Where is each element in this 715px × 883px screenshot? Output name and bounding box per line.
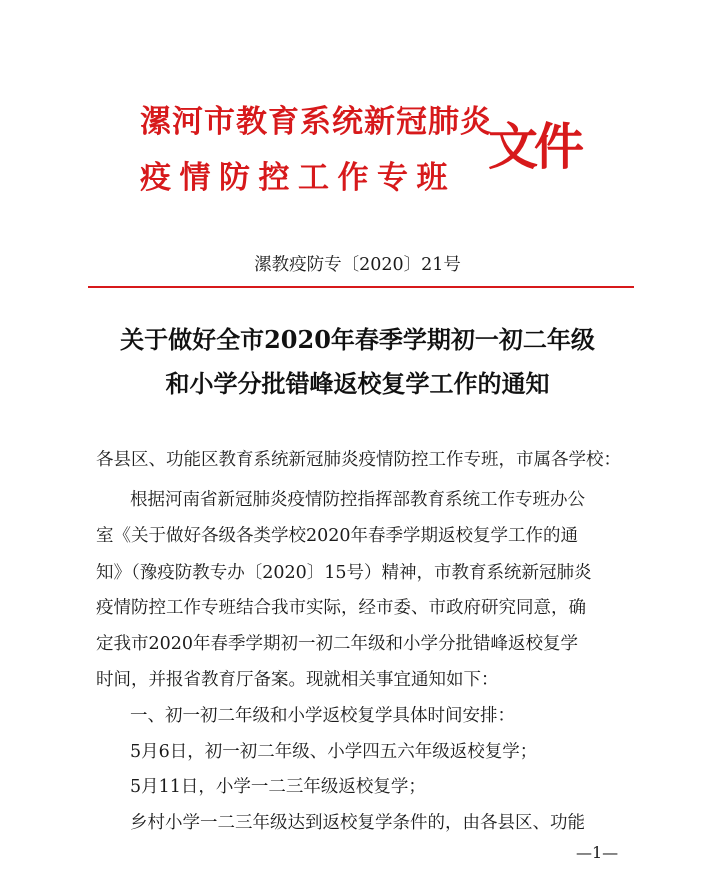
body-line: 室《关于做好各级各类学校2020年春季学期返校复学工作的通 bbox=[96, 526, 579, 546]
body-line: 根据河南省新冠肺炎疫情防控指挥部教育系统工作专班办公 bbox=[130, 490, 585, 510]
body-line: 知》（豫疫防教专办〔2020〕15号）精神，市教育系统新冠肺炎 bbox=[96, 563, 592, 583]
document-number: 漯教疫防专〔2020〕21号 bbox=[254, 255, 461, 275]
red-header-line-2: 疫情防控工作专班 bbox=[140, 160, 456, 196]
notice-title-line-1: 关于做好全市2020年春季学期初一初二年级 bbox=[120, 325, 595, 354]
red-header-wenjian: 文件 bbox=[488, 117, 580, 176]
body-line: 5月6日，初一初二年级、小学四五六年级返校复学； bbox=[130, 742, 538, 762]
body-line: 疫情防控工作专班结合我市实际，经市委、市政府研究同意，确 bbox=[96, 598, 586, 618]
body-line: 时间，并报省教育厅备案。现就相关事宜通知如下： bbox=[96, 670, 499, 690]
body-line: 乡村小学一二三年级达到返校复学条件的，由各县区、功能 bbox=[130, 813, 585, 833]
notice-title-line-2: 和小学分批错峰返校复学工作的通知 bbox=[165, 369, 550, 398]
addressee-line: 各县区、功能区教育系统新冠肺炎疫情防控工作专班，市属各学校： bbox=[96, 450, 621, 470]
page-number: —1— bbox=[576, 843, 619, 862]
body-line: 5月11日，小学一二三年级返校复学； bbox=[130, 777, 426, 797]
red-divider-rule bbox=[88, 286, 634, 288]
body-line: 定我市2020年春季学期初一初二年级和小学分批错峰返校复学 bbox=[96, 634, 579, 654]
red-header-line-1: 漯河市教育系统新冠肺炎 bbox=[140, 104, 492, 140]
section-heading-line: 一、初一初二年级和小学返校复学具体时间安排： bbox=[130, 706, 515, 726]
